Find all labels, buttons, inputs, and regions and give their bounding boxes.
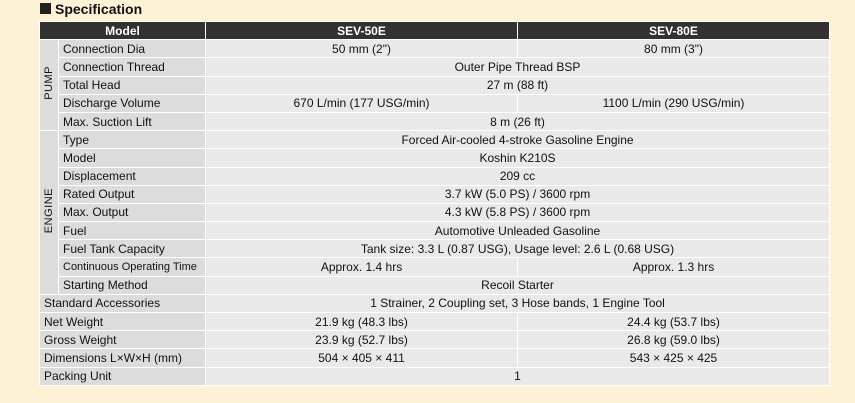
- table-row: [40, 222, 829, 239]
- cell-value: 4.3 kW (5.8 PS) / 3600 rpm: [206, 204, 829, 221]
- table-header-row: [40, 22, 829, 39]
- row-label: Max. Suction Lift: [59, 113, 205, 130]
- cell-value: Approx. 1.4 hrs: [206, 258, 517, 275]
- row-label: Standard Accessories: [40, 295, 205, 312]
- cell-value: 27 m (88 ft): [206, 77, 829, 94]
- row-label: Total Head: [59, 77, 205, 94]
- cell-value: 1: [206, 368, 829, 385]
- cell-value: 209 cc: [206, 168, 829, 185]
- cell-value: 24.4 kg (53.7 lbs): [518, 313, 829, 330]
- table-row: [40, 113, 829, 130]
- header-sev-80e: SEV-80E: [518, 22, 829, 39]
- table-row: [40, 240, 829, 257]
- cell-value: 1100 L/min (290 USG/min): [518, 95, 829, 112]
- row-label: Continuous Operating Time: [59, 258, 205, 275]
- header-sev-50e: SEV-50E: [206, 22, 517, 39]
- table-row: [40, 295, 829, 312]
- row-label: Rated Output: [59, 186, 205, 203]
- row-label: Connection Dia: [59, 40, 205, 57]
- cell-value: 21.9 kg (48.3 lbs): [206, 313, 517, 330]
- cell-value: Tank size: 3.3 L (0.87 USG), Usage level: 2.6 L (0.68 USG): [206, 240, 829, 257]
- cell-value: Automotive Unleaded Gasoline: [206, 222, 829, 239]
- row-label: Discharge Volume: [59, 95, 205, 112]
- table-row: [40, 149, 829, 166]
- cell-value: Recoil Starter: [206, 277, 829, 294]
- row-label: Net Weight: [40, 313, 205, 330]
- row-label: Connection Thread: [59, 58, 205, 75]
- section-title: Specification: [55, 0, 143, 17]
- cell-value: 50 mm (2"): [206, 40, 517, 57]
- table-row: [40, 40, 829, 57]
- row-label: Displacement: [59, 168, 205, 185]
- table-row: [40, 277, 829, 294]
- row-label: Starting Method: [59, 277, 205, 294]
- cell-value: Koshin K210S: [206, 149, 829, 166]
- table-row: [40, 204, 829, 221]
- group-label-engine: ENGINE: [40, 131, 58, 294]
- specification-table: [39, 21, 830, 386]
- row-label: Type: [59, 131, 205, 148]
- row-label: Fuel: [59, 222, 205, 239]
- cell-value: 504 × 405 × 411: [206, 349, 517, 366]
- cell-value: 1 Strainer, 2 Coupling set, 3 Hose bands, 1 Engine Tool: [206, 295, 829, 312]
- row-label: Dimensions L×W×H (mm): [40, 349, 205, 366]
- cell-value: 8 m (26 ft): [206, 113, 829, 130]
- section-heading: [40, 0, 142, 17]
- cell-value: 23.9 kg (52.7 lbs): [206, 331, 517, 348]
- table-row: [40, 58, 829, 75]
- cell-value: 3.7 kW (5.0 PS) / 3600 rpm: [206, 186, 829, 203]
- cell-value: 26.8 kg (59.0 lbs): [518, 331, 829, 348]
- cell-value: Forced Air-cooled 4-stroke Gasoline Engine: [206, 131, 829, 148]
- table-row: [40, 168, 829, 185]
- cell-value: Approx. 1.3 hrs: [518, 258, 829, 275]
- row-label: Gross Weight: [40, 331, 205, 348]
- row-label: Max. Output: [59, 204, 205, 221]
- cell-value: Outer Pipe Thread BSP: [206, 58, 829, 75]
- table-row: [40, 95, 829, 112]
- table-row: [40, 313, 829, 330]
- cell-value: 80 mm (3"): [518, 40, 829, 57]
- row-label: Packing Unit: [40, 368, 205, 385]
- square-bullet-icon: [40, 3, 51, 14]
- table-row: [40, 77, 829, 94]
- cell-value: 670 L/min (177 USG/min): [206, 95, 517, 112]
- table-row: [40, 186, 829, 203]
- table-row: [40, 331, 829, 348]
- group-label-pump: PUMP: [40, 40, 58, 130]
- header-model: Model: [40, 22, 205, 39]
- table-row: [40, 131, 829, 148]
- table-row: [40, 368, 829, 385]
- row-label: Fuel Tank Capacity: [59, 240, 205, 257]
- cell-value: 543 × 425 × 425: [518, 349, 829, 366]
- row-label: Model: [59, 149, 205, 166]
- table-row: [40, 349, 829, 366]
- table-row: [40, 258, 829, 275]
